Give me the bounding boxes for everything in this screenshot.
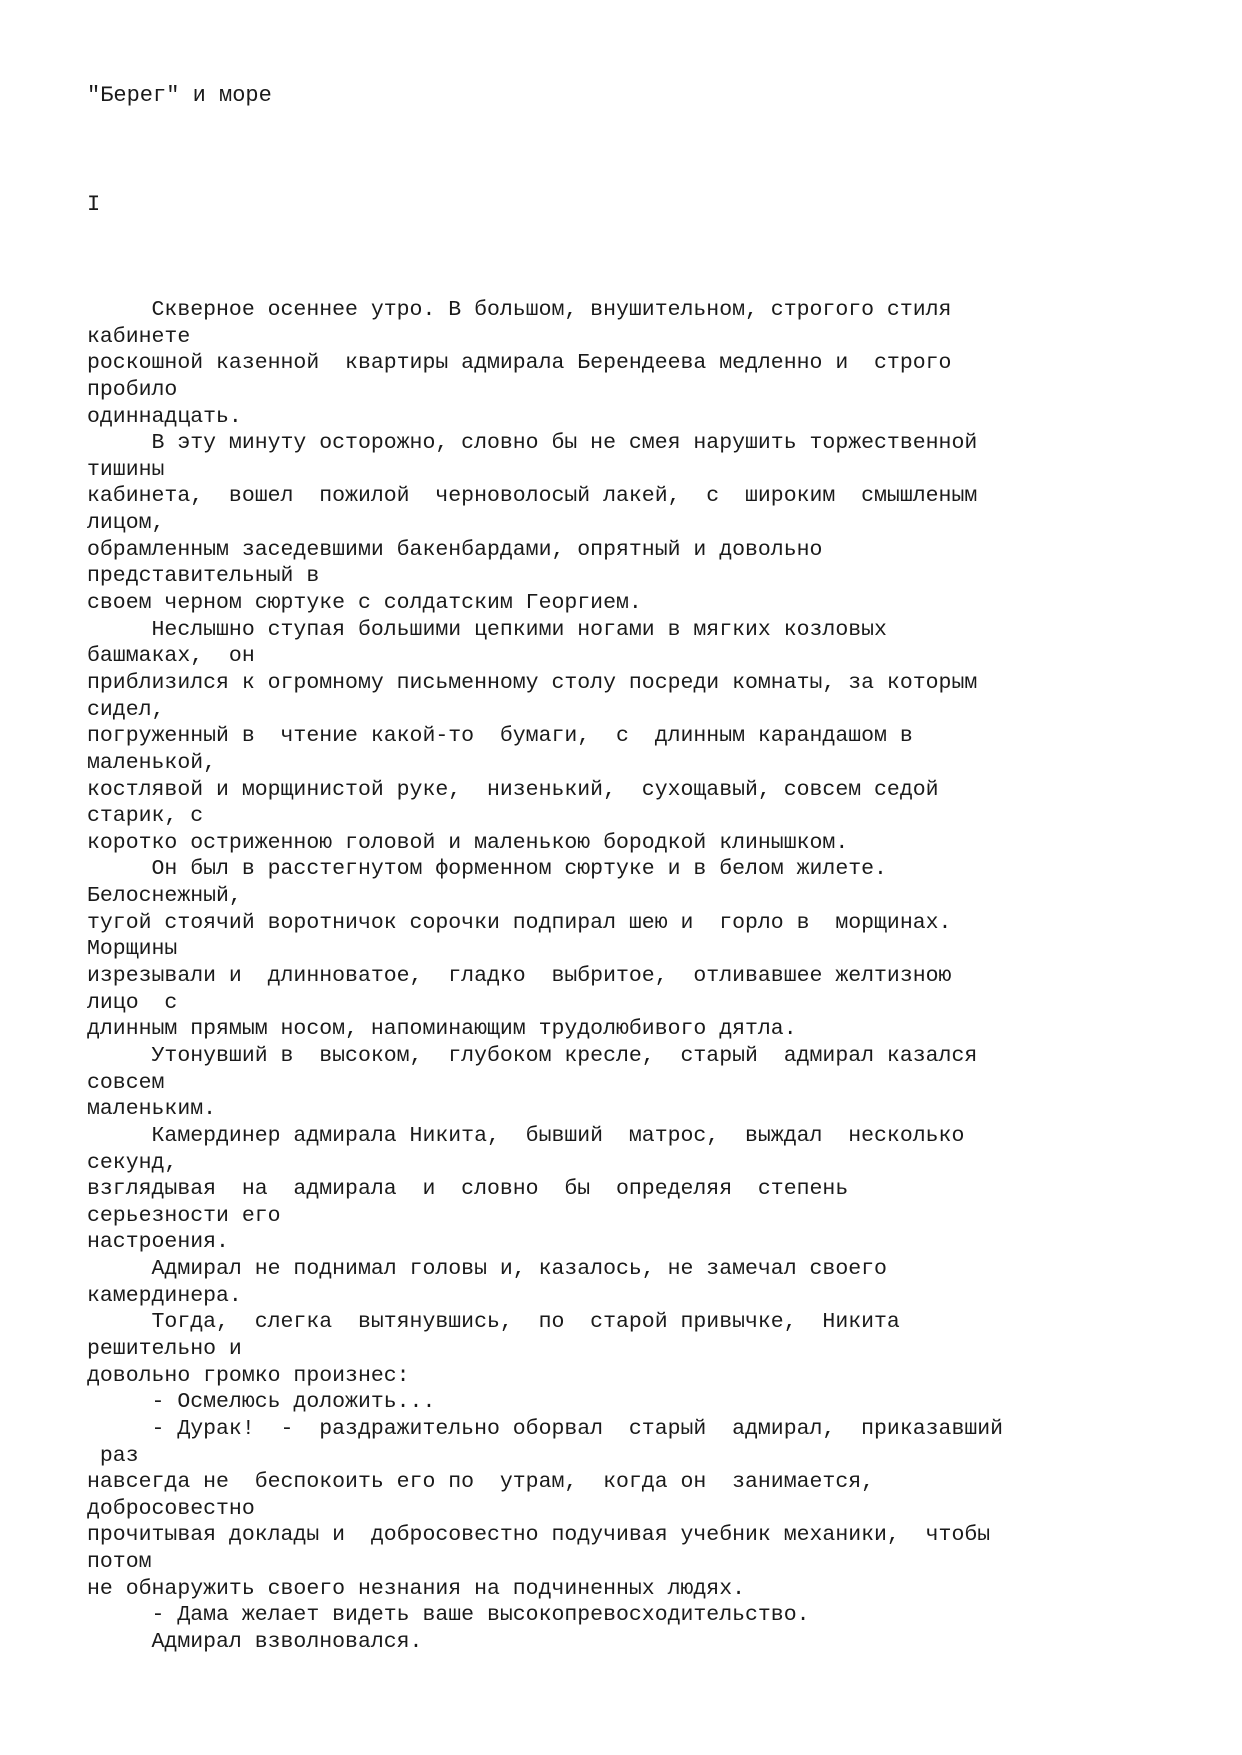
text-line: представительный в xyxy=(87,564,320,589)
text-line: обрамленным заседевшими бакенбардами, опрятный и довольно xyxy=(87,537,823,562)
text-line: своем черном сюртуке с солдатским Георгием. xyxy=(87,591,642,616)
document-title: "Берег" и море xyxy=(87,83,272,108)
text-line: костлявой и морщинистой руке, низенький, сухощавый, совсем седой xyxy=(87,777,939,802)
text-line: - Дама желает видеть ваше высокопревосходительство. xyxy=(87,1603,810,1628)
text-line: маленькой, xyxy=(87,750,217,775)
text-line: - Дурак! - раздражительно оборвал старый адмирал, приказавший xyxy=(87,1416,1004,1441)
text-line: сидел, xyxy=(87,697,165,722)
text-line: не обнаружить своего незнания на подчиненных людях. xyxy=(87,1576,746,1601)
text-line: решительно и xyxy=(87,1336,242,1361)
text-line: камердинера. xyxy=(87,1283,242,1308)
text-line: старик, с xyxy=(87,804,204,829)
text-line: совсем xyxy=(87,1070,165,1095)
text-line: прочитывая доклады и добросовестно подучивая учебник механики, чтобы xyxy=(87,1523,991,1548)
text-line: башмаках, он xyxy=(87,644,255,669)
text-line: добросовестно xyxy=(87,1496,255,1521)
text-line: Скверное осеннее утро. В большом, внушительном, строгого стиля xyxy=(87,298,952,322)
text-line: Утонувший в высоком, глубоком кресле, старый адмирал казался xyxy=(87,1043,978,1068)
text-line: Он был в расстегнутом форменном сюртуке и в белом жилете. xyxy=(87,857,887,882)
text-line: одиннадцать. xyxy=(87,404,242,429)
text-line: настроения. xyxy=(87,1230,229,1255)
text-line: Адмирал взволновался. xyxy=(87,1630,423,1655)
text-line: тугой стоячий воротничок сорочки подпирал шею и горло в морщинах. xyxy=(87,910,952,935)
text-line: тишины xyxy=(87,457,165,482)
text-line: Морщины xyxy=(87,937,178,962)
text-line: - Осмелюсь доложить... xyxy=(87,1390,436,1415)
text-line: серьезности его xyxy=(87,1203,281,1228)
text-line: маленьким. xyxy=(87,1097,217,1122)
text-line: довольно громко произнес: xyxy=(87,1363,410,1388)
text-line: кабинета, вошел пожилой черноволосый лакей, с широким смышленым xyxy=(87,484,978,509)
text-line: лицом, xyxy=(87,511,165,536)
text-line: Неслышно ступая большими цепкими ногами в мягких козловых xyxy=(87,617,887,642)
text-line: погруженный в чтение какой-то бумаги, с длинным карандашом в xyxy=(87,724,913,749)
text-line: лицо с xyxy=(87,990,178,1015)
text-line: В эту минуту осторожно, словно бы не смея нарушить торжественной xyxy=(87,431,978,456)
text-line: взглядывая на адмирала и словно бы определяя степень xyxy=(87,1177,849,1202)
text-line: Адмирал не поднимал головы и, казалось, не замечал своего xyxy=(87,1257,887,1282)
text-line: потом xyxy=(87,1550,152,1575)
text-line: длинным прямым носом, напоминающим трудолюбивого дятла. xyxy=(87,1017,797,1042)
text-line: коротко остриженною головой и маленькою бородкой клинышком. xyxy=(87,830,849,855)
text-line: изрезывали и длинноватое, гладко выбритое, отливавшее желтизною xyxy=(87,964,952,989)
text-line: кабинете xyxy=(87,324,191,349)
text-line: навсегда не беспокоить его по утрам, когда он занимается, xyxy=(87,1470,875,1495)
text-line: Тогда, слегка вытянувшись, по старой привычке, Никита xyxy=(87,1310,900,1335)
text-line: приблизился к огромному письменному столу посреди комнаты, за которым xyxy=(87,670,978,695)
text-line: секунд, xyxy=(87,1150,178,1175)
text-line: Белоснежный, xyxy=(87,884,242,909)
chapter-heading: I xyxy=(87,192,101,217)
document-body xyxy=(87,297,1207,1656)
text-line: раз xyxy=(87,1443,139,1468)
text-line: Камердинер адмирала Никита, бывший матрос, выждал несколько xyxy=(87,1123,965,1148)
text-line: роскошной казенной квартиры адмирала Берендеева медленно и строго xyxy=(87,351,952,376)
text-line: пробило xyxy=(87,377,178,402)
